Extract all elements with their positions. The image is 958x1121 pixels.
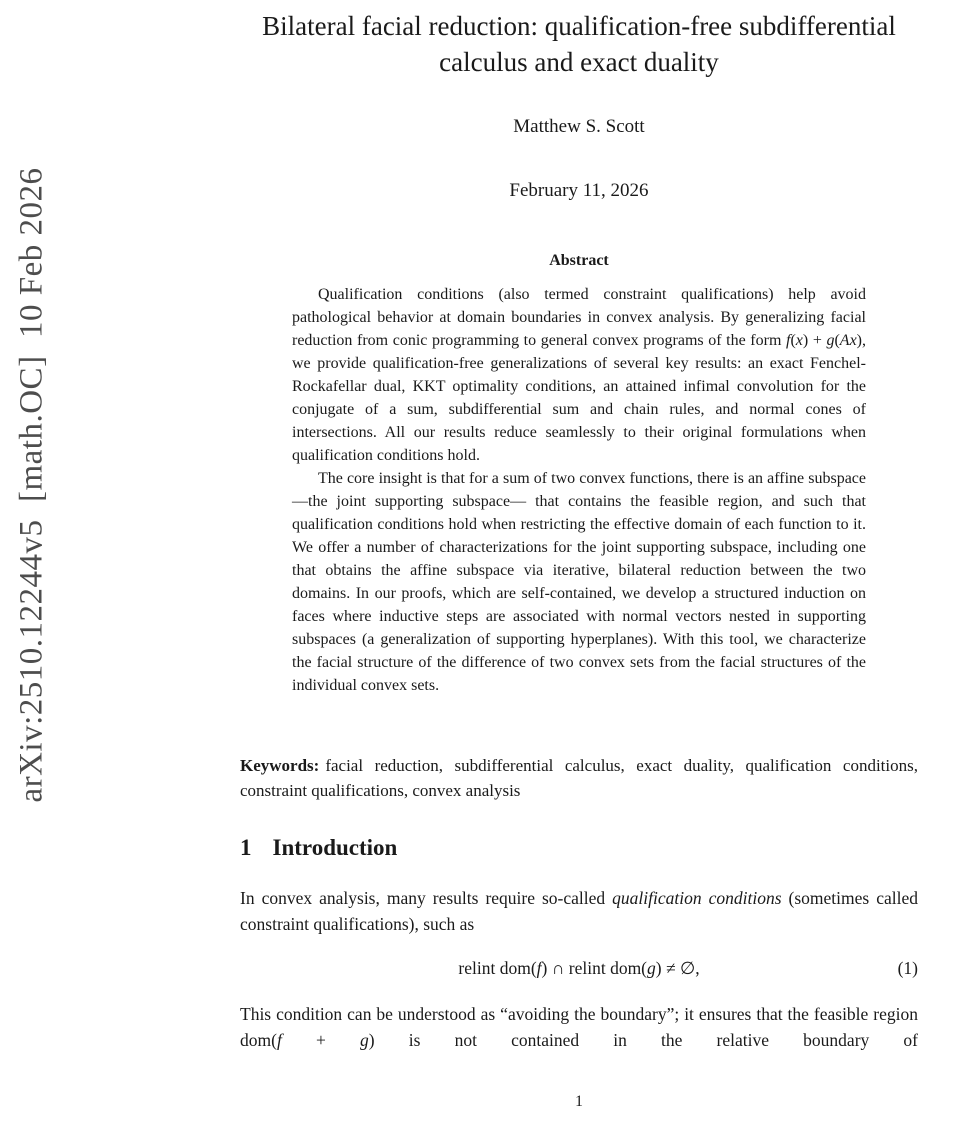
abstract-paragraph: The core insight is that for a sum of two convex functions, there is an affine subspace—the joint supporting subspace— that contains the feasible region, and such that qualification conditions hold when restricting the effective domain of each function to it. We offer a number of characterizations for the joint supporting subspace, including one that obtains the affine subspace via iterative, bilateral reduction between the two domains. In our proofs, which are self-contained, we develop a structured induction on faces where inductive steps are associated with normal vectors nested in supporting subspaces (a generalization of supporting hyperplanes). With this tool, we characterize the facial structure of the difference of two convex sets from the facial structures of the individual convex sets. bbox=[292, 470, 866, 694]
equation-1 bbox=[240, 955, 918, 981]
intro-paragraph-1: In convex analysis, many results require so-called qualification conditions (sometimes called constraint qualifications), such as bbox=[240, 888, 918, 934]
abstract bbox=[240, 283, 918, 741]
abstract-paragraph: Qualification conditions (also termed constraint qualifications) help avoid pathological behavior at domain boundaries in convex analysis. By generalizing facial reduction from conic programming to general convex programs of the form f(x) + g(Ax), we provide qualification-free generalizations of several key results: an exact Fenchel-Rockafellar dual, KKT optimality conditions, an attained infimal convolution for the conjugate of a sum, subdifferential sum and chain rules, and normal cones of intersections. All our results reduce seamlessly to their original formulations when qualification conditions hold. bbox=[292, 286, 866, 464]
equation-body: relint dom(f) ∩ relint dom(g) ≠ ∅, bbox=[458, 958, 700, 978]
keywords-list: facial reduction, subdifferential calculus, exact duality, qualification conditions, constraint qualifications, convex analysis bbox=[240, 756, 918, 800]
keywords bbox=[240, 753, 918, 803]
keywords-label: Keywords: bbox=[240, 756, 320, 775]
publication-date: February 11, 2026 bbox=[509, 180, 649, 201]
paper-title: Bilateral facial reduction: qualification-free subdifferential calculus and exact duality bbox=[262, 11, 896, 77]
equation-number: (1) bbox=[897, 958, 918, 978]
section-number: 1 bbox=[240, 835, 252, 860]
intro-paragraph-2: This condition can be understood as “avoiding the boundary”; it ensures that the feasible region dom(f + g) is not contained in the relative boundary of bbox=[240, 1004, 918, 1050]
arxiv-stamp: arXiv:2510.12244v5 [math.OC] 10 Feb 2026 bbox=[13, 167, 50, 803]
page-number: 1 bbox=[575, 1093, 583, 1110]
abstract-heading: Abstract bbox=[549, 252, 609, 269]
section-title: Introduction bbox=[272, 835, 398, 860]
author-name: Matthew S. Scott bbox=[513, 116, 645, 137]
section-heading bbox=[240, 835, 918, 861]
document-body bbox=[240, 0, 918, 1053]
